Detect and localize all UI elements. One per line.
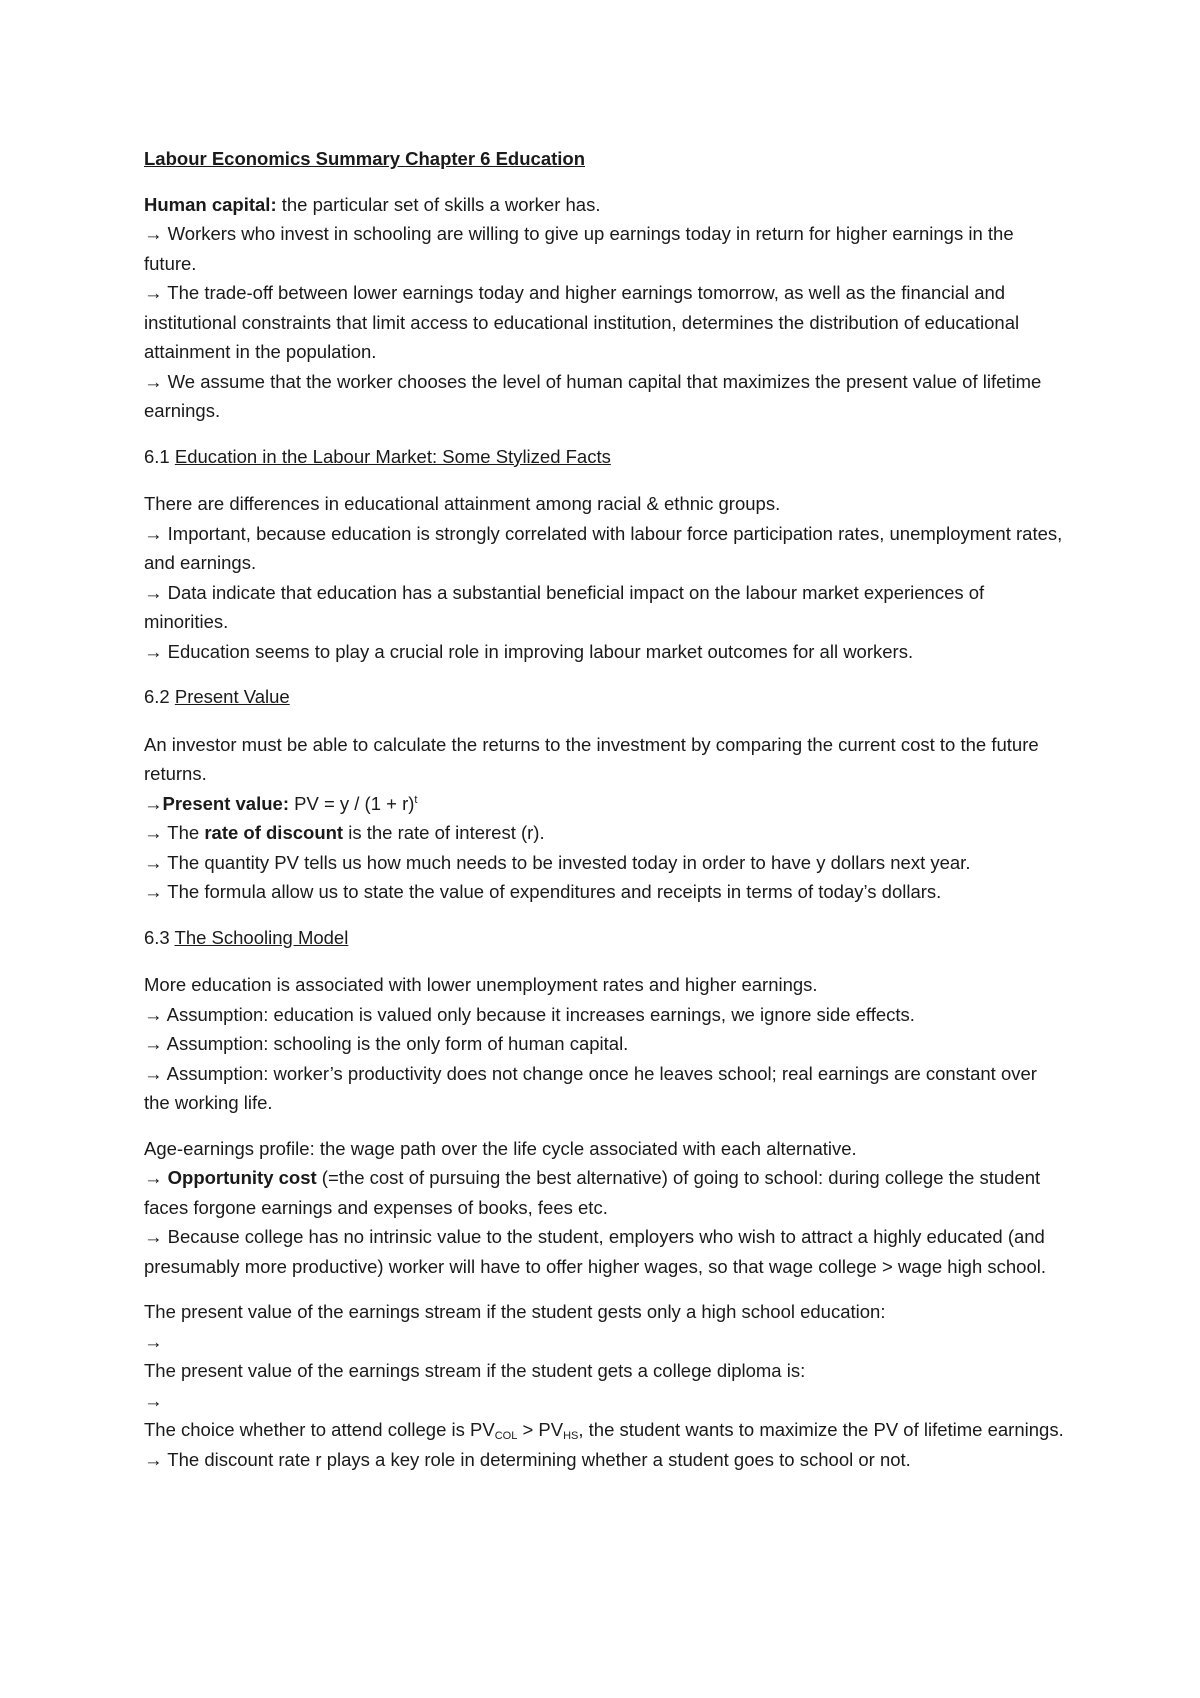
bullet-text: The discount rate r plays a key role in determining whether a student goes to school or not. xyxy=(162,1448,911,1470)
opportunity-cost-text: (=the cost of pursuing the best alternative) of going to school: during college the student faces forgone earnings and expenses of books, fees etc. xyxy=(144,1167,1041,1218)
bullet-point xyxy=(144,367,1064,426)
arrow-icon: → xyxy=(144,881,163,902)
section-number: 6.3 xyxy=(144,926,175,948)
section-title: Education in the Labour Market: Some Stylized Facts xyxy=(174,445,611,467)
human-capital-text: the particular set of skills a worker has. xyxy=(276,193,601,215)
bullet-text: Education seems to play a crucial role in improving labour market outcomes for all workers. xyxy=(162,640,914,662)
pv-college: The present value of the earnings stream if the student gets a college diploma is: xyxy=(144,1360,806,1381)
rate-text-post: is the rate of interest (r). xyxy=(343,822,545,843)
section-lead: An investor must be able to calculate the returns to the investment by comparing the current cost to the future returns. xyxy=(144,733,1039,784)
bullet-text: The trade-off between lower earnings today and higher earnings tomorrow, as well as the financial and institutional constraints that limit access to educational institution, determines the distribution of educational attainment in the population. xyxy=(144,282,1020,362)
bullet-point xyxy=(144,1059,1064,1118)
arrow-icon: → xyxy=(144,223,163,244)
rate-of-discount-term: rate of discount xyxy=(204,822,344,843)
bullet-text: Workers who invest in schooling are willing to give up earnings today in return for higher earnings in the future. xyxy=(144,223,1014,274)
human-capital-definition xyxy=(144,190,1064,220)
bullet-text: The formula allow us to state the value of expenditures and receipts in terms of today’s dollars. xyxy=(162,881,942,902)
arrow-icon: → xyxy=(144,581,163,603)
arrow-icon: → xyxy=(144,851,163,873)
bullet-point xyxy=(144,877,1064,907)
arrow-icon: → xyxy=(144,792,163,814)
bullet-text: We assume that the worker chooses the level of human capital that maximizes the present value of lifetime earnings. xyxy=(144,370,1042,421)
bullet-point xyxy=(144,578,1064,637)
section-number: 6.1 xyxy=(144,445,175,467)
formula-text: PV = y / (1 + r) xyxy=(288,792,415,814)
arrow-icon: → xyxy=(144,1167,163,1188)
arrow-icon: → xyxy=(144,1062,163,1084)
section-heading-6-1 xyxy=(144,442,1064,472)
choice-text-pre: The choice whether to attend college is PV xyxy=(144,1419,495,1440)
age-earnings-profile: Age-earnings profile: the wage path over the life cycle associated with each alternative. xyxy=(144,1137,857,1159)
subscript-hs: HS xyxy=(563,1430,579,1442)
arrow-icon: → xyxy=(144,1003,163,1025)
choice-text-post: , the student wants to maximize the PV of lifetime earnings. xyxy=(578,1419,1064,1440)
arrow-icon: → xyxy=(144,1226,163,1247)
bullet-point xyxy=(144,1222,1064,1281)
bullet-text: Important, because education is strongly correlated with labour force participation rates, unemployment rates, and earnings. xyxy=(144,522,1063,573)
arrow-icon: → xyxy=(144,522,163,544)
opportunity-cost-term: Opportunity cost xyxy=(167,1167,317,1188)
document-title: Labour Economics Summary Chapter 6 Education xyxy=(144,148,586,169)
bullet-point xyxy=(144,1445,1064,1475)
arrow-line xyxy=(144,1386,1064,1416)
bullet-point xyxy=(144,278,1064,367)
bullet-point xyxy=(144,637,1064,667)
arrow-icon: → xyxy=(144,1389,163,1411)
arrow-icon: → xyxy=(144,822,163,843)
section-heading-6-3 xyxy=(144,923,1064,953)
subscript-col: COL xyxy=(494,1430,518,1442)
bullet-point xyxy=(144,1029,1064,1059)
present-value-term: Present value: xyxy=(162,792,289,814)
rate-text-pre: The xyxy=(162,822,205,843)
arrow-icon: → xyxy=(144,370,163,392)
bullet-text: Assumption: education is valued only because it increases earnings, we ignore side effects. xyxy=(162,1003,915,1025)
bullet-point xyxy=(144,219,1064,278)
college-choice xyxy=(144,1415,1064,1445)
pv-high-school: The present value of the earnings stream if the student gests only a high school education: xyxy=(144,1301,886,1322)
arrow-icon: → xyxy=(144,640,163,662)
formula-exponent: t xyxy=(414,793,418,806)
section-number: 6.2 xyxy=(144,686,175,707)
bullet-point xyxy=(144,519,1064,578)
opportunity-cost xyxy=(144,1163,1064,1222)
section-title: Present Value xyxy=(174,686,290,707)
rate-of-discount xyxy=(144,818,1064,848)
human-capital-term: Human capital: xyxy=(144,193,277,215)
choice-text-mid: > PV xyxy=(517,1419,564,1440)
bullet-text: Assumption: worker’s productivity does not change once he leaves school; real earnings are constant over the working life. xyxy=(144,1062,1037,1113)
present-value-formula xyxy=(144,789,1064,819)
section-heading-6-2 xyxy=(144,682,1064,712)
arrow-line xyxy=(144,1327,1064,1357)
bullet-point xyxy=(144,848,1064,878)
bullet-text: Because college has no intrinsic value to the student, employers who wish to attract a highly educated (and presumably more productive) worker will have to offer higher wages, so that wage college > wage high school. xyxy=(144,1226,1047,1277)
arrow-icon: → xyxy=(144,1330,163,1352)
arrow-icon: → xyxy=(144,282,163,303)
arrow-icon: → xyxy=(144,1448,163,1470)
arrow-icon: → xyxy=(144,1033,163,1054)
bullet-text: Assumption: schooling is the only form of human capital. xyxy=(162,1033,629,1054)
document-page xyxy=(144,144,1064,1474)
bullet-point xyxy=(144,1000,1064,1030)
section-lead: There are differences in educational attainment among racial & ethnic groups. xyxy=(144,493,781,514)
section-lead: More education is associated with lower unemployment rates and higher earnings. xyxy=(144,974,818,995)
bullet-text: Data indicate that education has a substantial beneficial impact on the labour market experiences of minorities. xyxy=(144,581,985,632)
section-title: The Schooling Model xyxy=(174,926,349,948)
bullet-text: The quantity PV tells us how much needs to be invested today in order to have y dollars next year. xyxy=(162,851,971,873)
